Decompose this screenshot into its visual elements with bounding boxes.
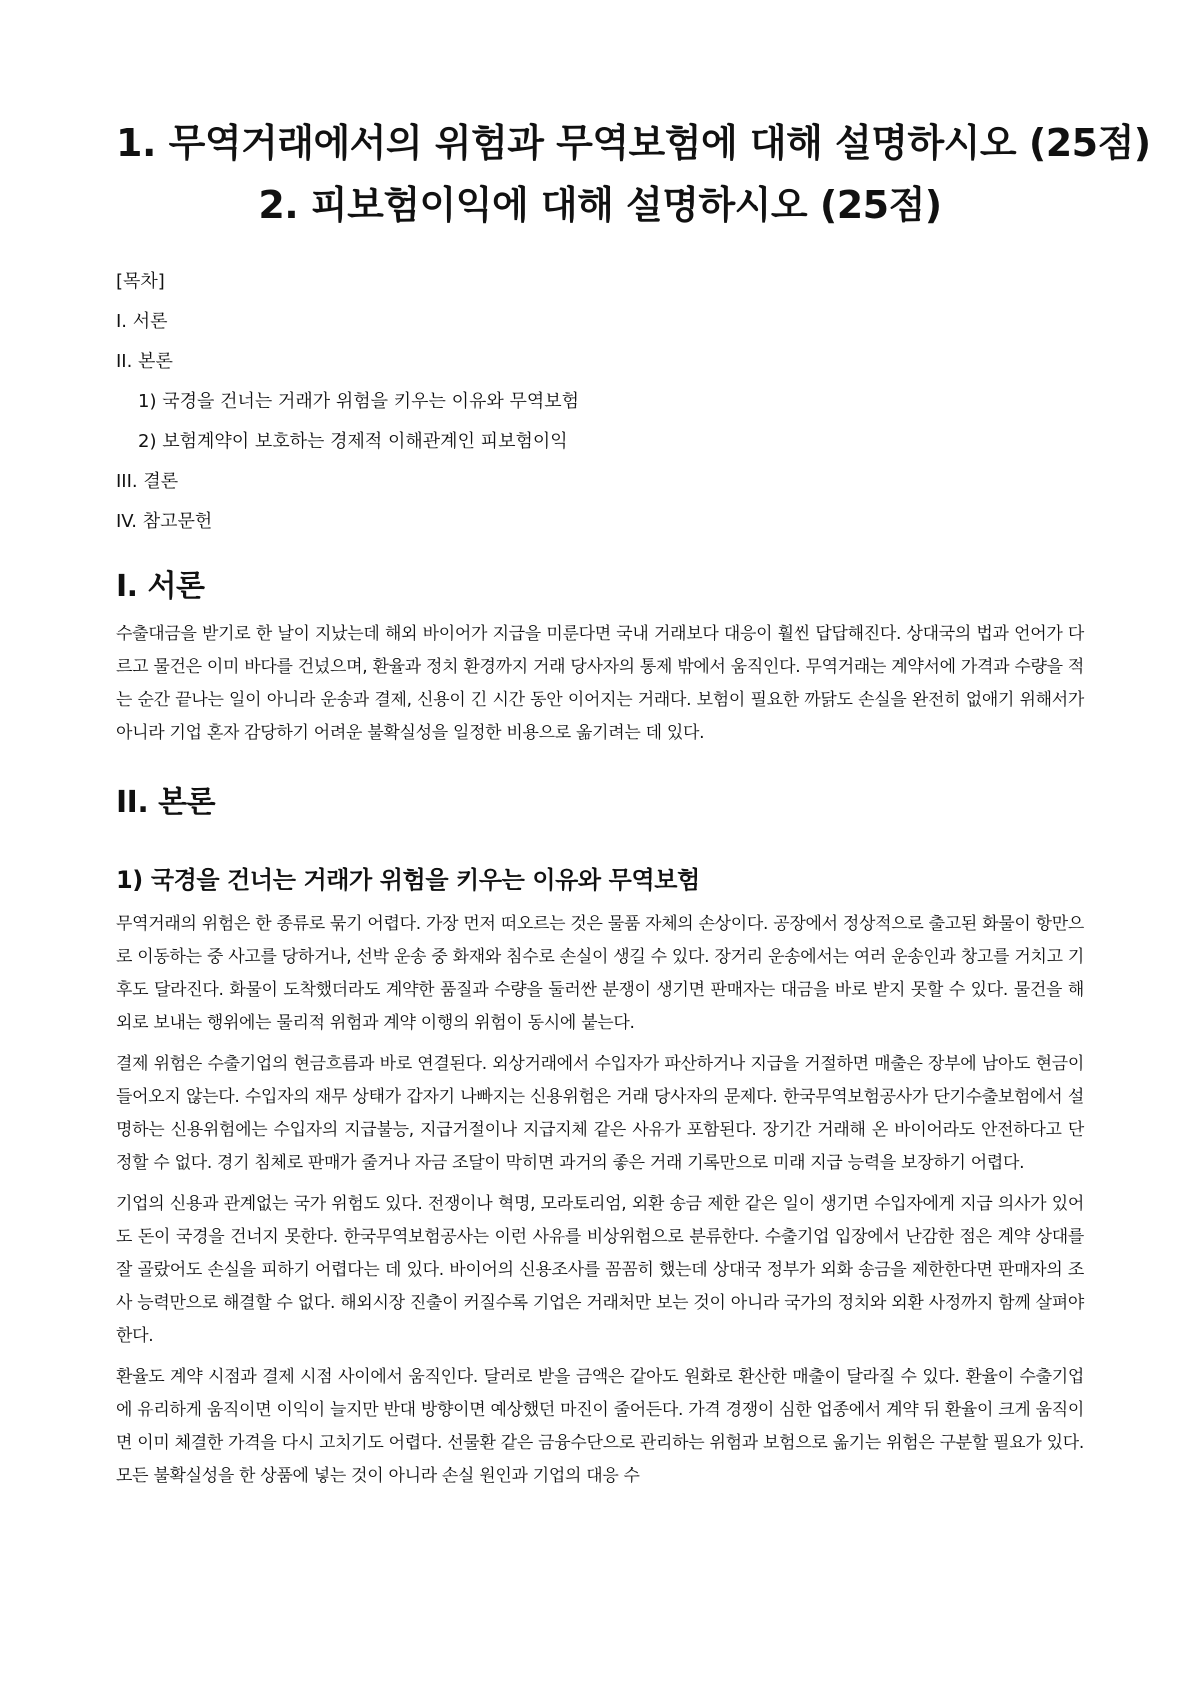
toc-item-body: II. 본론 xyxy=(116,351,173,372)
body-paragraph: 환율도 계약 시점과 결제 시점 사이에서 움직인다. 달러로 받을 금액은 같아도 원화로 환산한 매출이 달라질 수 있다. 환율이 수출기업에 유리하게 움직이면 이익이 늘지만 반대 방향이면 예상했던 마진이 줄어든다. 가격 경쟁이 심한 업종에서 계약 뒤 환율이 크게 움직이면 이미 체결한 가격을 다시 고치기도 어렵다. 선물환 같은 금융수단으로 관리하는 위험과 보험으로 옮기는 위험은 구분할 필요가 있다. 모든 불확실성을 한 상품에 넣는 것이 아니라 손실 원인과 기업의 대응 수 xyxy=(116,1367,1084,1486)
toc-item-body-1: 1) 국경을 건너는 거래가 위험을 키우는 이유와 무역보험 xyxy=(138,391,580,412)
document-title-line-2: 2. 피보험이익에 대해 설명하시오 (25점) xyxy=(258,183,942,227)
section-intro xyxy=(116,560,1084,750)
document-title-line-1: 1. 무역거래에서의 위험과 무역보험에 대해 설명하시오 (25점) xyxy=(116,121,1151,165)
section-body xyxy=(116,776,1084,1493)
toc-item-intro: I. 서론 xyxy=(116,311,168,332)
body-paragraph: 무역거래의 위험은 한 종류로 묶기 어렵다. 가장 먼저 떠오르는 것은 물품 자체의 손상이다. 공장에서 정상적으로 출고된 화물이 항만으로 이동하는 중 사고를 당하거나, 선박 운송 중 화재와 침수로 손실이 생길 수 있다. 장거리 운송에서는 여러 운송인과 창고를 거치고 기후도 달라진다. 화물이 도착했더라도 계약한 품질과 수량을 둘러싼 분쟁이 생기면 판매자는 대금을 바로 받지 못할 수 있다. 물건을 해외로 보내는 행위에는 물리적 위험과 계약 이행의 위험이 동시에 붙는다. xyxy=(116,914,1084,1033)
section-heading-body: II. 본론 xyxy=(116,785,216,820)
toc-item-conclusion: III. 결론 xyxy=(116,471,179,492)
body-paragraph: 결제 위험은 수출기업의 현금흐름과 바로 연결된다. 외상거래에서 수입자가 파산하거나 지급을 거절하면 매출은 장부에 남아도 현금이 들어오지 않는다. 수입자의 재무 상태가 갑자기 나빠지는 신용위험은 거래 당사자의 문제다. 한국무역보험공사가 단기수출보험에서 설명하는 신용위험에는 수입자의 지급불능, 지급거절이나 지급지체 같은 사유가 포함된다. 장기간 거래해 온 바이어라도 안전하다고 단정할 수 없다. 경기 침체로 판매가 줄거나 자금 조달이 막히면 과거의 좋은 거래 기록만으로 미래 지급 능력을 보장하기 어렵다. xyxy=(116,1054,1084,1173)
toc-item-references: IV. 참고문헌 xyxy=(116,511,213,532)
document-title xyxy=(116,112,1151,236)
body-paragraph: 기업의 신용과 관계없는 국가 위험도 있다. 전쟁이나 혁명, 모라토리엄, 외환 송금 제한 같은 일이 생기면 수입자에게 지급 의사가 있어도 돈이 국경을 건너지 못한다. 한국무역보험공사는 이런 사유를 비상위험으로 분류한다. 수출기업 입장에서 난감한 점은 계약 상대를 잘 골랐어도 손실을 피하기 어렵다는 데 있다. 바이어의 신용조사를 꼼꼼히 했는데 상대국 정부가 외화 송금을 제한한다면 판매자의 조사 능력만으로 해결할 수 없다. 해외시장 진출이 커질수록 기업은 거래처만 보는 것이 아니라 국가의 정치와 외환 사정까지 함께 살펴야 한다. xyxy=(116,1194,1084,1346)
intro-paragraph: 수출대금을 받기로 한 날이 지났는데 해외 바이어가 지급을 미룬다면 국내 거래보다 대응이 훨씬 답답해진다. 상대국의 법과 언어가 다르고 물건은 이미 바다를 건넜으며, 환율과 정치 환경까지 거래 당사자의 통제 밖에서 움직인다. 무역거래는 계약서에 가격과 수량을 적는 순간 끝나는 일이 아니라 운송과 결제, 신용이 긴 시간 동안 이어지는 거래다. 보험이 필요한 까닭도 손실을 완전히 없애기 위해서가 아니라 기업 혼자 감당하기 어려운 불확실성을 일정한 비용으로 옮기려는 데 있다. xyxy=(116,624,1084,743)
table-of-contents xyxy=(116,262,1084,542)
toc-item-body-2: 2) 보험계약이 보호하는 경제적 이해관계인 피보험이익 xyxy=(138,431,568,452)
toc-heading: [목차] xyxy=(116,271,165,292)
section-heading-intro: I. 서론 xyxy=(116,569,205,604)
subsection-heading-1: 1) 국경을 건너는 거래가 위험을 키우는 이유와 무역보험 xyxy=(116,866,700,894)
